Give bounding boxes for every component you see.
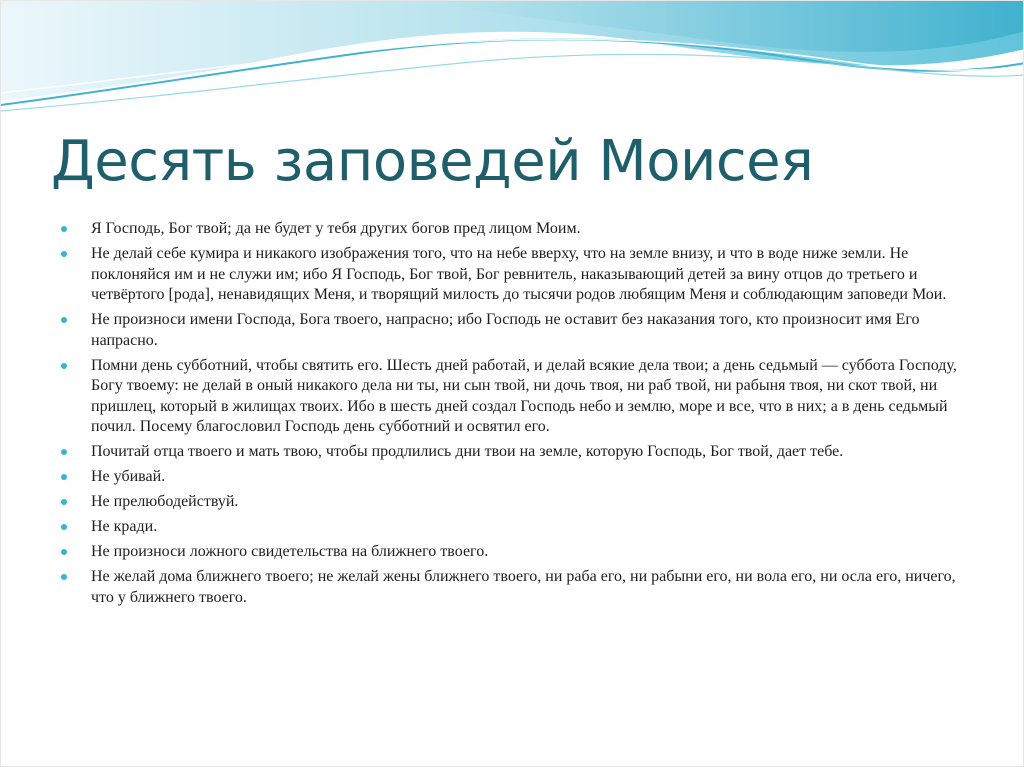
list-item-text: Не убивай.	[91, 468, 166, 485]
list-item-text: Не прелюбодействуй.	[91, 493, 239, 510]
list-item	[61, 310, 961, 351]
commandments-list	[61, 219, 961, 613]
list-item	[61, 492, 961, 513]
bullet-icon	[61, 226, 67, 232]
list-item-text: Не делай себе кумира и никакого изображения того, что на небе вверху, что на земле внизу, и что в воде ниже земли. Не поклоняйся им и не служи им; ибо Я Господь, Бог твой, Бог ревнитель, наказывающий детей за вину отцов до третьего и четвёртого [рода], ненавидящих Меня, и творящий милость до тысячи родов любящим Меня и соблюдающим заповеди Мои.	[91, 245, 947, 303]
list-item-text: Не желай дома ближнего твоего; не желай жены ближнего твоего, ни раба его, ни рабыни его, ни вола его, ни осла его, ничего, что у ближнего твоего.	[91, 568, 956, 606]
list-item	[61, 219, 961, 240]
list-item	[61, 517, 961, 538]
list-item-text: Не произноси имени Господа, Бога твоего, напрасно; ибо Господь не оставит без наказания того, кто произносит имя Его напрасно.	[91, 311, 920, 349]
slide-title: Десять заповедей Моисея	[51, 129, 814, 194]
list-item	[61, 442, 961, 463]
bullet-icon	[61, 251, 67, 257]
list-item-text: Не произноси ложного свидетельства на ближнего твоего.	[91, 543, 489, 560]
wave-decoration	[1, 1, 1024, 141]
list-item-text: Почитай отца твоего и мать твою, чтобы продлились дни твои на земле, которую Господь, Бог твой, дает тебе.	[91, 443, 844, 460]
bullet-icon	[61, 524, 67, 530]
bullet-icon	[61, 474, 67, 480]
list-item	[61, 567, 961, 608]
bullet-icon	[61, 574, 67, 580]
bullet-icon	[61, 317, 67, 323]
bullet-icon	[61, 499, 67, 505]
list-item	[61, 356, 961, 438]
list-item-text: Не кради.	[91, 518, 158, 535]
list-item	[61, 467, 961, 488]
bullet-icon	[61, 549, 67, 555]
bullet-icon	[61, 449, 67, 455]
list-item-text: Помни день субботний, чтобы святить его. Шесть дней работай, и делай всякие дела твои; а день седьмый — суббота Господу, Богу твоему: не делай в оный никакого дела ни ты, ни сын твой, ни дочь твоя, ни раб твой, ни рабыня твоя, ни скот твой, ни пришлец, который в жилищах твоих. Ибо в шесть дней создал Господь небо и землю, море и все, что в них; а в день седьмый почил. Посему благословил Господь день субботний и освятил его.	[91, 356, 957, 435]
bullet-icon	[61, 363, 67, 369]
list-item	[61, 542, 961, 563]
list-item	[61, 244, 961, 306]
list-item-text: Я Господь, Бог твой; да не будет у тебя других богов пред лицом Моим.	[91, 220, 581, 237]
